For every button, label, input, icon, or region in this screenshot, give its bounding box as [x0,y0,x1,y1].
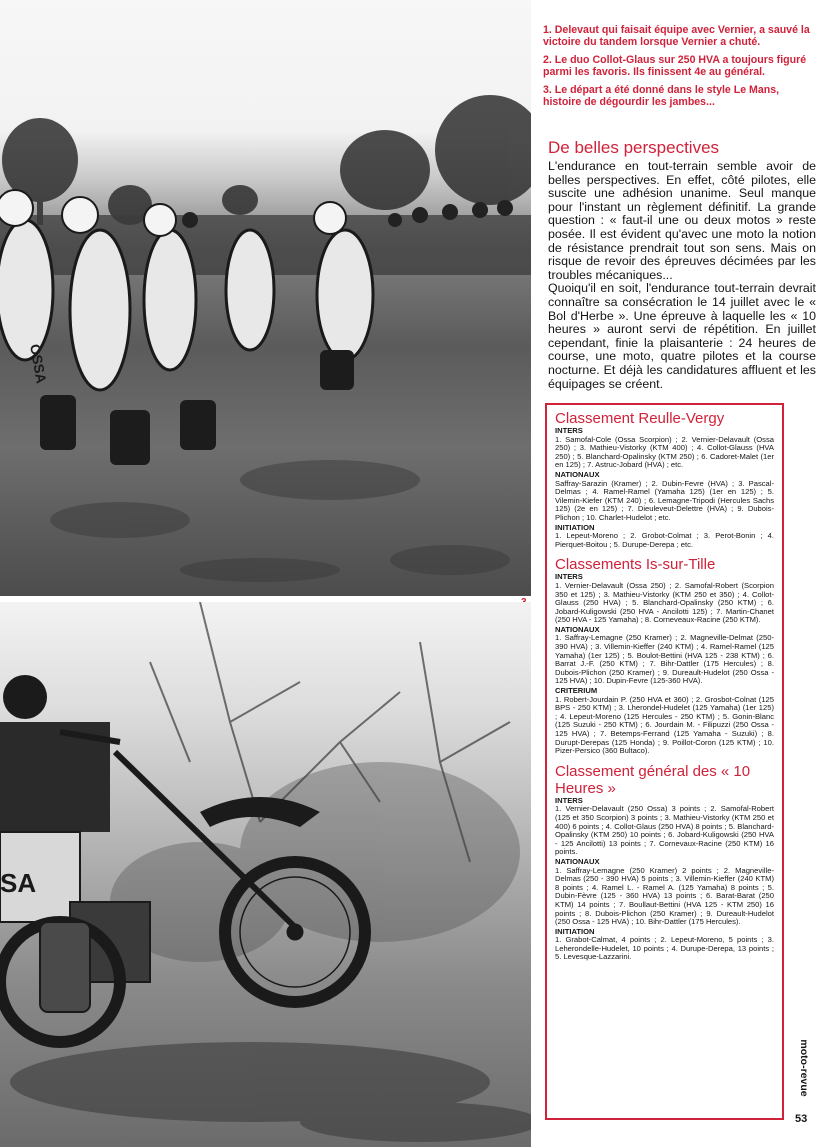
caption-3: 3. Le départ a été donné dans le style Le Mans, histoire de dégourdir les jambes... [543,84,780,108]
category-text: 1. Lepeut-Moreno ; 2. Grobot-Colmat ; 3. Perot-Bonin ; 4. Pierquet-Boitou ; 5. Durupe-Derepa ; etc. [555,531,774,549]
category-name: INITIATION [555,522,595,532]
results-title: Classements Is-sur-Tille [555,556,716,574]
results-general-10-heures [555,763,774,962]
category-name: INTERS [555,426,583,435]
article-body [548,160,816,391]
results-box [545,403,784,1120]
race-start-illustration [0,0,531,596]
caption-1: 1. Delevaut qui faisait équipe avec Vernier, a sauvé la victoire du tandem lorsque Vernier a chuté. [543,24,810,48]
category-name: INITIATION [555,926,595,936]
rider-illustration [0,602,531,1147]
category-name: INTERS [555,572,583,582]
results-title: Classement Reulle-Vergy [555,410,725,427]
category-text: Saffray-Sarazin (Kramer) ; 2. Dubin-Fevre (HVA) ; 3. Pascal-Delmas ; 4. Ramel-Ramel (Yamaha 125) (1er en 125) ; 5. Vilemin-Kiefer (KTM 240) ; 6. Lemagne-Tripodi (Hercules Sachs 125) (2e en 125) ; 7. Dieuleveut-Delettre (HVA) ; 9. Dubois-Plichon ; 10. Charlet-Hudelot ; etc. [555,478,774,522]
article-title: De belles perspectives [548,138,720,157]
category-text: 1. Vernier-Delavault (Ossa 250) ; 2. Samofal-Robert (Scorpion 350 et 125) ; 3. Mathieu-Vistorky (KTM 250 et 350) ; 4. Collot-Glauss (250 HVA) ; 5. Blanchard-Opalinsky (250 KTM) ; 6. Jobard-Kuligowski (250 HVA - Ancilotti 125) ; 7. Martin-Chanet (250 HVA - 125 Yamaha) ; 8. Corneveaux-Racine (250 KTM). [555,580,774,625]
magazine-name: moto-revue [798,1039,810,1097]
article-paragraph-1: L'endurance en tout-terrain semble avoir de belles perspectives. En effet, côté pilotes, elle suscite une adhésion unanime. Seul manque pour l'instant un règlement définitif. La grande question : « faut-il une ou deux motos » reste posée. Il est évident qu'avec une moto la notion de résistance prendrait tout son sens. Mais on risque de revoir des épreuves décimées par les troubles mécaniques... [548,159,816,282]
rider-ossa-lettering: OSSA [27,342,50,385]
caption-2: 2. Le duo Collot-Glaus sur 250 HVA a toujours figuré parmi les favoris. Ils finissent 4e au général. [543,54,807,78]
category-text: 1. Samofal-Cole (Ossa Scorpion) ; 2. Vernier-Delavault (Ossa 250) ; 3. Mathieu-Vistorky (KTM 400) ; 4. Collot-Glauss (HVA 250) ; 5. Blanchard-Opalinsky (KTM 250) ; 6. Cadoret-Malet (1er en 125) ; 7. Astruc-Jobard (HVA) ; etc. [555,434,774,470]
category-text: 1. Robert-Jourdain P. (250 HVA et 360) ; 2. Grosbot-Colnat (125 BPS - 250 KTM) ; 3. Lherondel-Hudelet (125 Yamaha) (1er 125) ; 4. Lepeut-Moreno (125 Hercules - 250 KTM) ; 5. Gonin-Blanc (125 Suzuki - 250 KTM) ; 6. Jourdain M. - Filipuzzi (250 Ossa - 125 HVA) ; 7. Betemps-Ferrand (125 Yamaha - Suzuki) ; 8. Durupt-Derepas (125 Honda) ; 9. Poillot-Coron (125 KTM) ; 10. Pizer-Persico (360 Bultaco). [555,694,774,756]
results-is-sur-tille [555,556,774,755]
photo-race-start [0,0,531,596]
category-name: CRITERIUM [555,686,598,696]
magazine-name-vertical [784,1038,824,1098]
results-reulle-vergy [555,410,774,549]
page-number: 53 [795,1113,808,1125]
category-name: NATIONAUX [555,624,600,634]
rider-tank-lettering: SA [0,868,37,898]
category-text: 1. Grabot-Calmat, 4 points ; 2. Lepeut-Moreno, 5 points ; 3. Leherondelle-Hudelet, 10 points ; 4. Durupe-Derepa, 13 points ; 5. Levesque-Lazzarini. [555,935,774,962]
article-paragraph-2: Quoiqu'il en soit, l'endurance tout-terrain devrait connaître sa consécration le 14 juillet avec le « Bol d'Herbe ». Une épreuve à laquelle les « 10 heures » auront servi de répétition. En juillet cependant, finie la plaisanterie : 24 heures de course, une moto, quatre pilotes et la course nocturne. Et déjà les candidatures affluent et les équipages se créent. [548,281,816,391]
photo-rider-motorcycle [0,602,531,1147]
photo-captions [543,24,815,114]
category-name: NATIONAUX [555,856,600,866]
category-name: NATIONAUX [555,469,600,479]
results-title: Classement général des « 10 Heures » [555,762,751,797]
category-text: 1. Vernier-Delavault (250 Ossa) 3 points ; 2. Samofal-Robert (125 et 350 Scorpion) 3 points ; 3. Mathieu-Vistorky (KTM 250 et 400) 6 points ; 4. Collot-Glaus (250 HVA) 8 points ; 5. Blanchard-Opalinsky (KTM 250) 10 points ; 6. Jobard-Kuligowski (250 HVA - 125 Ancilotti) 13 points ; 7. Cornevaux-Racine (250 KTM) 16 points. [555,804,774,857]
category-text: 1. Saffray-Lemagne (250 Kramer) ; 2. Magneville-Delmat (250-390 HVA) ; 3. Villemin-Kieffer (240 KTM) ; 4. Ramel-Ramel (125 Yamaha) (1er 125) ; 5. Boulot-Bettini (HVA 125 - 238 KTM) ; 6. Barrat J.-F. (250 KTM) ; 7. Bihr-Dattler (175 Hercules) ; 8. Dubois-Plichon (250 Kramer) ; 9. Dureault-Hudelot (250 Ossa - 125 HVA) ; 10. Dupin-Fevre (125-360 HVA). [555,633,774,686]
category-text: 1. Saffray-Lemagne (250 Kramer) 2 points ; 2. Magneville-Delmas (250 - 390 HVA) 5 points ; 3. Villemin-Kieffer (240 KTM) 8 points ; 4. Ramel L. - Ramel A. (125 Yamaha) 8 points ; 5. Dubin-Fèvre (125 - 360 HVA) 13 points ; 6. Barat-Barat (250 KTM) 14 points ; 7. Boullaut-Bettini (HVA 125 - KTM 250) 16 points ; 8. Dubois-Plichon (250 Kramer) ; 9. Dureault-Hudelot (250 Ossa - 125 HVA) ; 10. Bihr-Dattler (175 Hercules). [555,865,774,927]
category-name: INTERS [555,795,583,805]
